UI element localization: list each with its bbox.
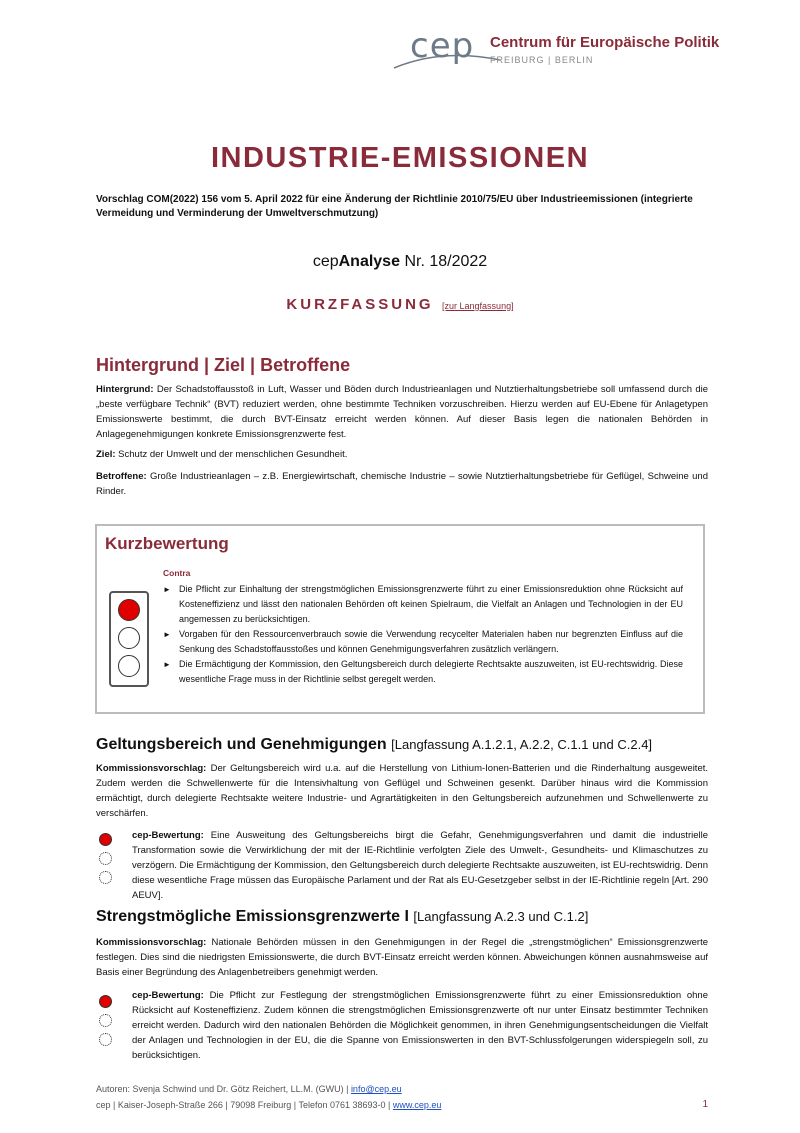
kv-label: Kommissionsvorschlag: [96, 763, 207, 774]
hintergrund-text: Der Schadstoffausstoß in Luft, Wasser und Böden durch Industrieanlagen und Nutztierhaltungsbetriebe soll umfassend durch die „beste verfügbare Technik“ (BVT) reduziert werden, ohne bestimmte Techniken vorzuschreiben. Hierzu werden auf EU-Ebene für Anlagetypen Emissionswerte bestimmt, die durch BVT-Einsatz erreicht werden können. Auf dieser Basis legen die nationalen Behörden in Anlagegenehmigungen konkrete Emissionsgrenzwerte fest. [96, 384, 708, 440]
small-red-lamp [99, 995, 112, 1008]
section-title: Strengstmögliche Emissionsgrenzwerte I [96, 908, 409, 925]
org-name: Centrum für Europäische Politik [490, 34, 720, 51]
small-bottom-lamp [99, 871, 112, 884]
footer-address-line [96, 1097, 708, 1113]
document-subtitle: Vorschlag COM(2022) 156 vom 5. April 2022 für eine Änderung der Richtlinie 2010/75/EU über Industrieemissionen (integrierte Vermeidung und Verminderung der Umweltverschmutzung) [96, 194, 693, 219]
traffic-light-red-lamp [118, 599, 140, 621]
small-middle-lamp [99, 852, 112, 865]
document-title: INDUSTRIE-EMISSIONEN [210, 142, 590, 174]
footer-email-link[interactable]: info@cep.eu [350, 1084, 402, 1094]
kurzfassung-line [0, 296, 800, 314]
betroffene-text: Große Industrieanlagen – z.B. Energiewirtschaft, chemische Industrie – sowie Nutztierhaltungsbetriebe für Geflügel, Schweine und Rinder. [96, 471, 709, 497]
kurzbewertung-box [95, 524, 705, 714]
small-red-lamp [99, 833, 112, 846]
cep-bewertung-paragraph [132, 988, 708, 1063]
traffic-light-middle-lamp [118, 627, 140, 649]
logo-text: cep [410, 26, 475, 66]
hintergrund-label: Hintergrund: [96, 384, 154, 395]
traffic-light-small-icon [96, 993, 116, 1051]
ziel-label: Ziel: [96, 449, 116, 460]
kommissionsvorschlag-paragraph [96, 761, 708, 821]
contra-item: ► Die Pflicht zur Einhaltung der strengstmöglichen Emissionsgrenzwerte führt zu einer Emissionsreduktion ohne Rücksicht auf Kosteneffizienz und lässt den nationalen Behörden oft keinen Spielraum, die Vielfalt an Anlagen und Technologien in der EU angemessen zu berücksichtigen. [163, 582, 683, 627]
betroffene-label: Betroffene: [96, 471, 147, 482]
small-middle-lamp [99, 1014, 112, 1027]
section-heading-hintergrund: Hintergrund | Ziel | Betroffene [96, 355, 351, 375]
section-reference: [Langfassung A.1.2.1, A.2.2, C.1.1 und C.2.4] [391, 737, 653, 752]
ziel-text: Schutz der Umwelt und der menschlichen Gesundheit. [118, 449, 348, 460]
betroffene-paragraph [96, 469, 708, 499]
analyse-bold: Analyse [338, 253, 400, 270]
analyse-prefix: cep [312, 253, 339, 270]
small-bottom-lamp [99, 1033, 112, 1046]
kurzfassung-label: KURZFASSUNG [286, 296, 434, 313]
cep-bewertung-paragraph [132, 828, 708, 903]
bw-label: cep-Bewertung: [132, 990, 204, 1001]
cep-logo [392, 24, 722, 74]
page-footer [96, 1081, 708, 1113]
bw-label: cep-Bewertung: [132, 830, 204, 841]
page-number: 1 [702, 1099, 708, 1110]
section-title: Geltungsbereich und Genehmigungen [96, 736, 387, 753]
bw-text: Eine Ausweitung des Geltungsbereichs birgt die Gefahr, Genehmigungsverfahren und damit die industrielle Transformation sowie die Verwirklichung der mit der IE-Richtlinie verfolgten Ziele des Umwelt-, Gesundheits- und Klimaschutzes zu verzögern. Die Ermächtigung der Kommission, den Geltungsbereich durch delegierte Rechtsakte auszuweiten, ist EU-rechtswidrig. Denn diese wesentliche Frage müssen das Europäische Parlament und der Rat als EU-Gesetzgeber selbst in der IE-Richtlinie regeln [Art. 290 AEUV]. [132, 830, 709, 901]
footer-authors: Autoren: Svenja Schwind und Dr. Götz Reichert, LL.M. (GWU) | [96, 1084, 351, 1094]
section-reference: [Langfassung A.2.3 und C.1.2] [413, 909, 589, 924]
traffic-light-small-icon [96, 831, 116, 889]
kurzbewertung-heading: Kurzbewertung [105, 534, 229, 553]
kv-label: Kommissionsvorschlag: [96, 937, 207, 948]
kv-text: Der Geltungsbereich wird u.a. auf die Herstellung von Lithium-Ionen-Batterien und die Rinderhaltung ausgeweitet. Zudem werden die Schwellenwerte für die Intensivhaltung von Geflügel und Schweinen gesenkt. Darüber hinaus wird die Kommission ermächtigt, durch delegierte Rechtsakte weitere Industrie- und Agrartätigkeiten in den Geltungsbereich aufzunehmen und Schwellenwerte zu verschärfen. [96, 763, 709, 819]
section-heading-emissionsgrenzwerte [96, 908, 588, 926]
traffic-light-icon [109, 591, 149, 687]
kv-text: Nationale Behörden müssen in den Genehmigungen in der Regel die „strengstmöglichen“ Emissionsgrenzwerte festlegen. Dies sind die niedrigsten Emissionswerte, die durch BVT-Einsatz erreicht werden können. Abweichungen können ausnahmsweise auf Basis einer Begründung des Anlagenbetreibers genehmigt werden. [96, 937, 708, 978]
ziel-paragraph [96, 447, 708, 462]
bw-text: Die Pflicht zur Festlegung der strengstmöglichen Emissionsgrenzwerte führt zu einer Emissionsreduktion ohne Rücksicht auf Kosteneffizienz. Zudem können die strengstmöglichen Emissionsgrenzwerte oft nur unter Einsatz bestimmter Techniken erreicht werden. Dadurch wird den nationalen Behörden die Möglichkeit genommen, in ihren Genehmigungsentscheidungen die Vielfalt der Anlagen und Technologien in der EU, die die Spanne von Emissionswerten in den BVT-Schlussfolgerungen widerspiegeln soll, zu berücksichtigen. [132, 990, 709, 1061]
analyse-no: Nr. 18/2022 [404, 253, 488, 270]
contra-list [163, 582, 683, 687]
analyse-number [0, 253, 800, 271]
kommissionsvorschlag-paragraph [96, 935, 708, 980]
footer-website-link[interactable]: www.cep.eu [392, 1100, 442, 1110]
contra-label: Contra [163, 568, 191, 578]
langfassung-link[interactable]: [zur Langfassung] [442, 301, 514, 311]
org-locations: FREIBURG | BERLIN [490, 55, 594, 65]
footer-authors-line [96, 1081, 708, 1097]
section-heading-geltungsbereich [96, 736, 652, 754]
contra-item: ► Die Ermächtigung der Kommission, den Geltungsbereich durch delegierte Rechtsakte auszuweiten, ist EU-rechtswidrig. Diese wesentliche Frage muss in der Richtlinie selbst geregelt werden. [163, 657, 683, 687]
footer-address: cep | Kaiser-Joseph-Straße 266 | 79098 Freiburg | Telefon 0761 38693-0 | [96, 1100, 393, 1110]
traffic-light-bottom-lamp [118, 655, 140, 677]
hintergrund-paragraph [96, 382, 708, 442]
contra-item: ► Vorgaben für den Ressourcenverbrauch sowie die Verwendung recycelter Materialen haben nur begrenzten Einfluss auf die Senkung des Schadstoffausstoßes und können Genehmigungsverfahren zusätzlich verlängern. [163, 627, 683, 657]
